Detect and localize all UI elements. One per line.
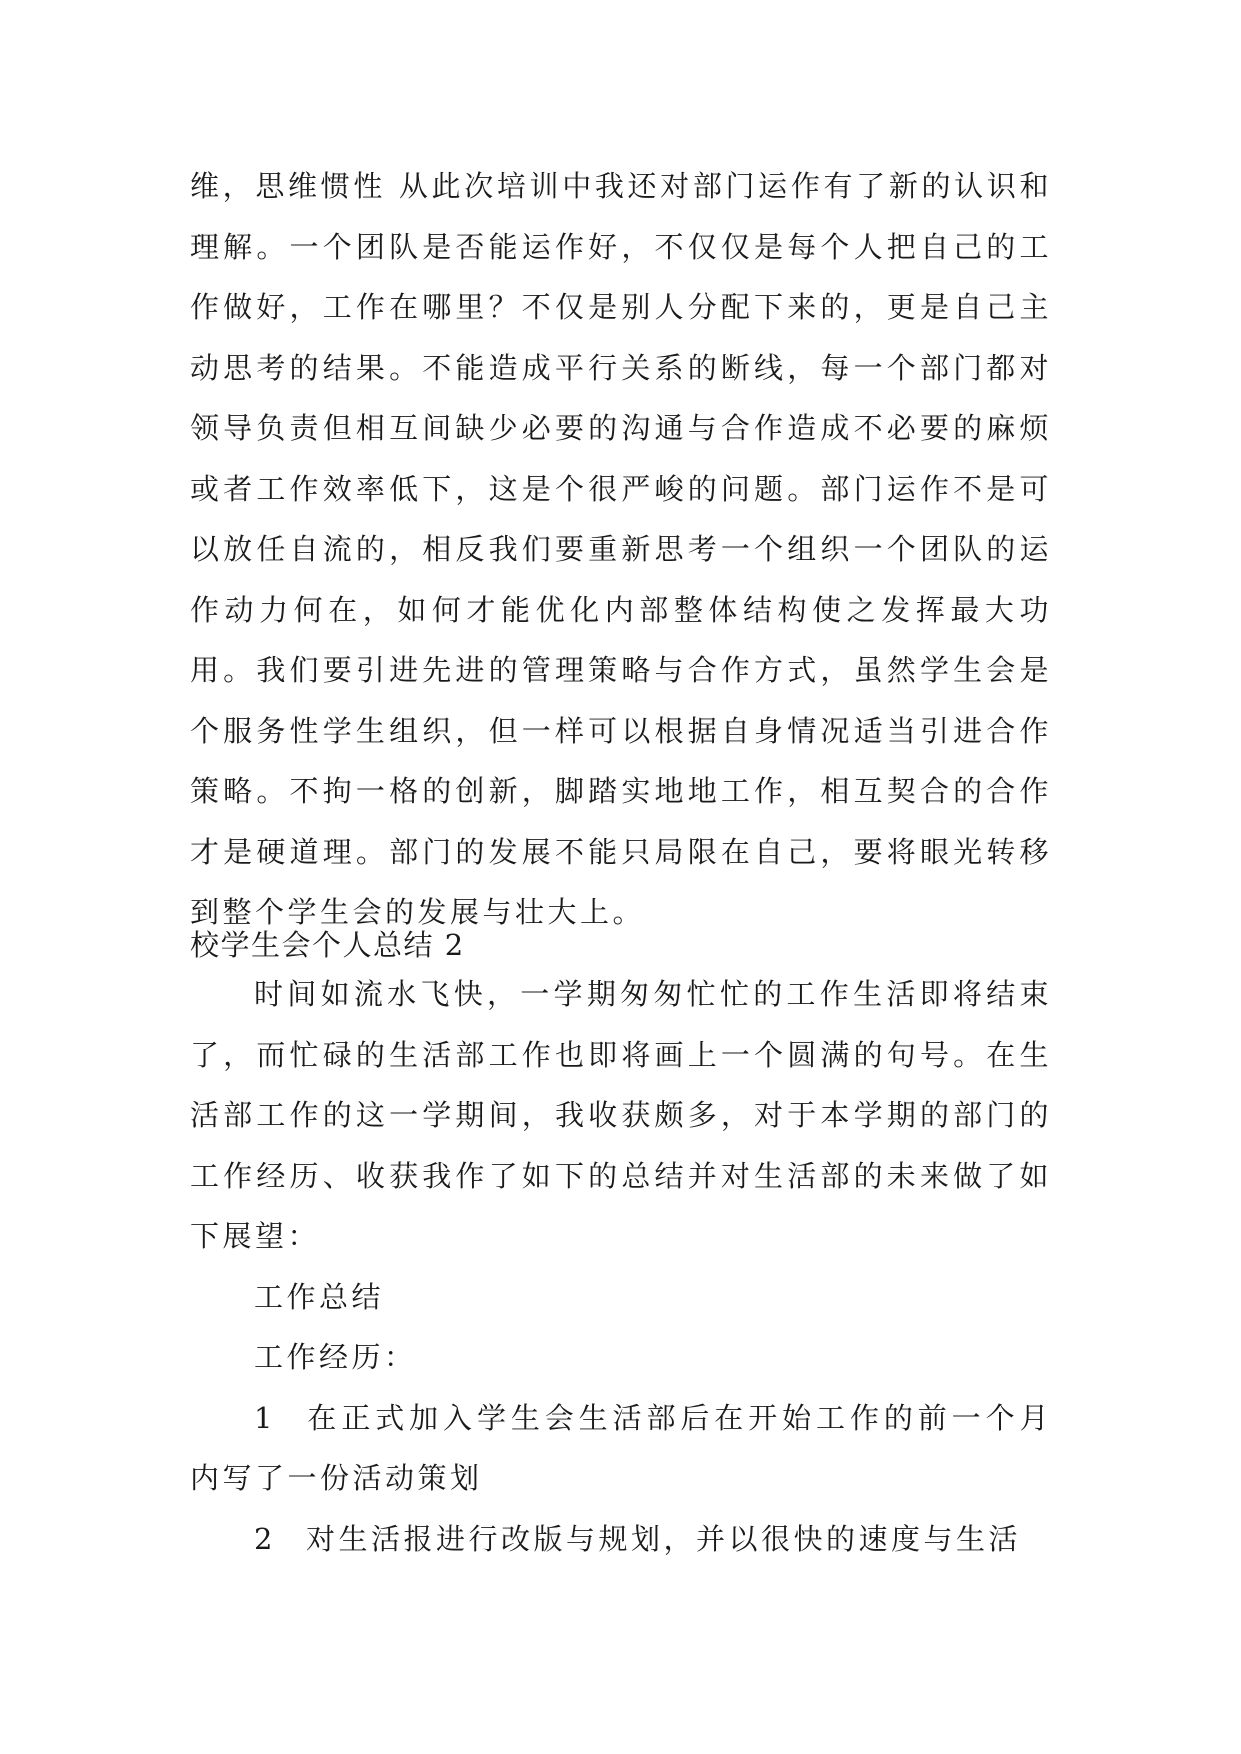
list-item bbox=[190, 1388, 1052, 1509]
list-item-text: 对生活报进行改版与规划，并以很快的速度与生活 bbox=[306, 1521, 1022, 1556]
list-item-number: 1 bbox=[254, 1400, 276, 1435]
continued-text-block bbox=[190, 156, 1052, 943]
section-title: 校学生会个人总结 2 bbox=[190, 928, 465, 962]
list-item bbox=[190, 1509, 1052, 1570]
intro-paragraph: 时间如流水飞快，一学期匆匆忙忙的工作生活即将结束了，而忙碌的生活部工作也即将画上一个圆满的句号。在生活部工作的这一学期间，我收获颇多，对于本学期的部门的工作经历、收获我作了如下的总结并对生活部的未来做了如下展望： bbox=[190, 977, 1052, 1253]
list-item-number: 2 bbox=[254, 1521, 276, 1556]
section-body bbox=[190, 964, 1052, 1569]
list-item-text: 在正式加入学生会生活部后在开始工作的前一个月内写了一份活动策划 bbox=[190, 1400, 1052, 1495]
subheading-work-experience: 工作经历： bbox=[254, 1340, 417, 1374]
continued-paragraph: 维，思维惯性 从此次培训中我还对部门运作有了新的认识和理解。一个团队是否能运作好，不仅仅是每个人把自己的工作做好，工作在哪里？不仅是别人分配下来的，更是自己主动思考的结果。不能造成平行关系的断线，每一个部门都对领导负责但相互间缺少必要的沟通与合作造成不必要的麻烦或者工作效率低下，这是个很严峻的问题。部门运作不是可以放任自流的，相反我们要重新思考一个组织一个团队的运作动力何在，如何才能优化内部整体结构使之发挥最大功用。我们要引进先进的管理策略与合作方式，虽然学生会是个服务性学生组织，但一样可以根据自身情况适当引进合作策略。不拘一格的创新，脚踏实地地工作，相互契合的合作才是硬道理。部门的发展不能只局限在自己，要将眼光转移到整个学生会的发展与壮大上。 bbox=[190, 169, 1052, 929]
subheading-work-summary: 工作总结 bbox=[254, 1279, 385, 1314]
